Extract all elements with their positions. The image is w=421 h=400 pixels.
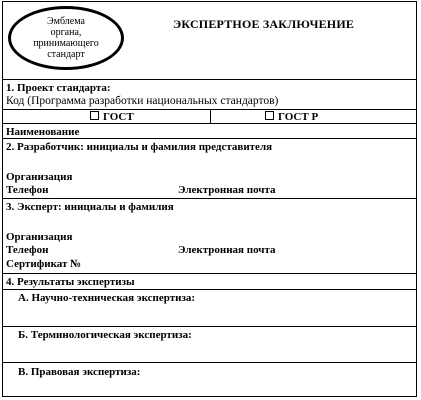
developer-phone-label: Телефон [6, 184, 49, 196]
divider [3, 79, 416, 80]
divider [3, 289, 416, 290]
divider [210, 109, 211, 123]
divider [3, 273, 416, 274]
emblem-placeholder [8, 6, 124, 70]
checkbox-icon[interactable] [265, 111, 274, 120]
expertise-a-label: А. Научно-техническая экспертиза: [18, 292, 196, 304]
expertise-b-label: Б. Терминологическая экспертиза: [18, 329, 192, 341]
checkbox-icon[interactable] [90, 111, 99, 120]
standard-code-line: Код (Программа разработки национальных стандартов) [6, 95, 279, 107]
emblem-text: Эмблема органа, принимающего стандарт [33, 16, 99, 60]
expert-organization-label: Организация [6, 231, 73, 243]
divider [3, 198, 416, 199]
option-gost-r-label: ГОСТ Р [278, 111, 319, 123]
divider [3, 362, 416, 363]
divider [3, 326, 416, 327]
section-4-heading: 4. Результаты экспертизы [6, 276, 135, 288]
section-1-heading: 1. Проект стандарта: [6, 82, 111, 94]
divider [3, 138, 416, 139]
name-label: Наименование [6, 126, 80, 138]
expert-email-label: Электронная почта [178, 244, 276, 256]
divider [3, 123, 416, 124]
section-3-heading: 3. Эксперт: инициалы и фамилия [6, 201, 174, 213]
expert-certificate-label: Сертификат № [6, 258, 82, 270]
expert-phone-label: Телефон [6, 244, 49, 256]
expertise-c-label: В. Правовая экспертиза: [18, 366, 141, 378]
option-gost-r[interactable] [265, 111, 318, 123]
option-gost-label: ГОСТ [103, 111, 134, 123]
form-title: ЭКСПЕРТНОЕ ЗАКЛЮЧЕНИЕ [173, 17, 355, 31]
option-gost[interactable] [90, 111, 134, 123]
developer-email-label: Электронная почта [178, 184, 276, 196]
expert-conclusion-form [2, 1, 417, 397]
developer-organization-label: Организация [6, 171, 73, 183]
section-2-heading: 2. Разработчик: инициалы и фамилия представителя [6, 141, 273, 153]
